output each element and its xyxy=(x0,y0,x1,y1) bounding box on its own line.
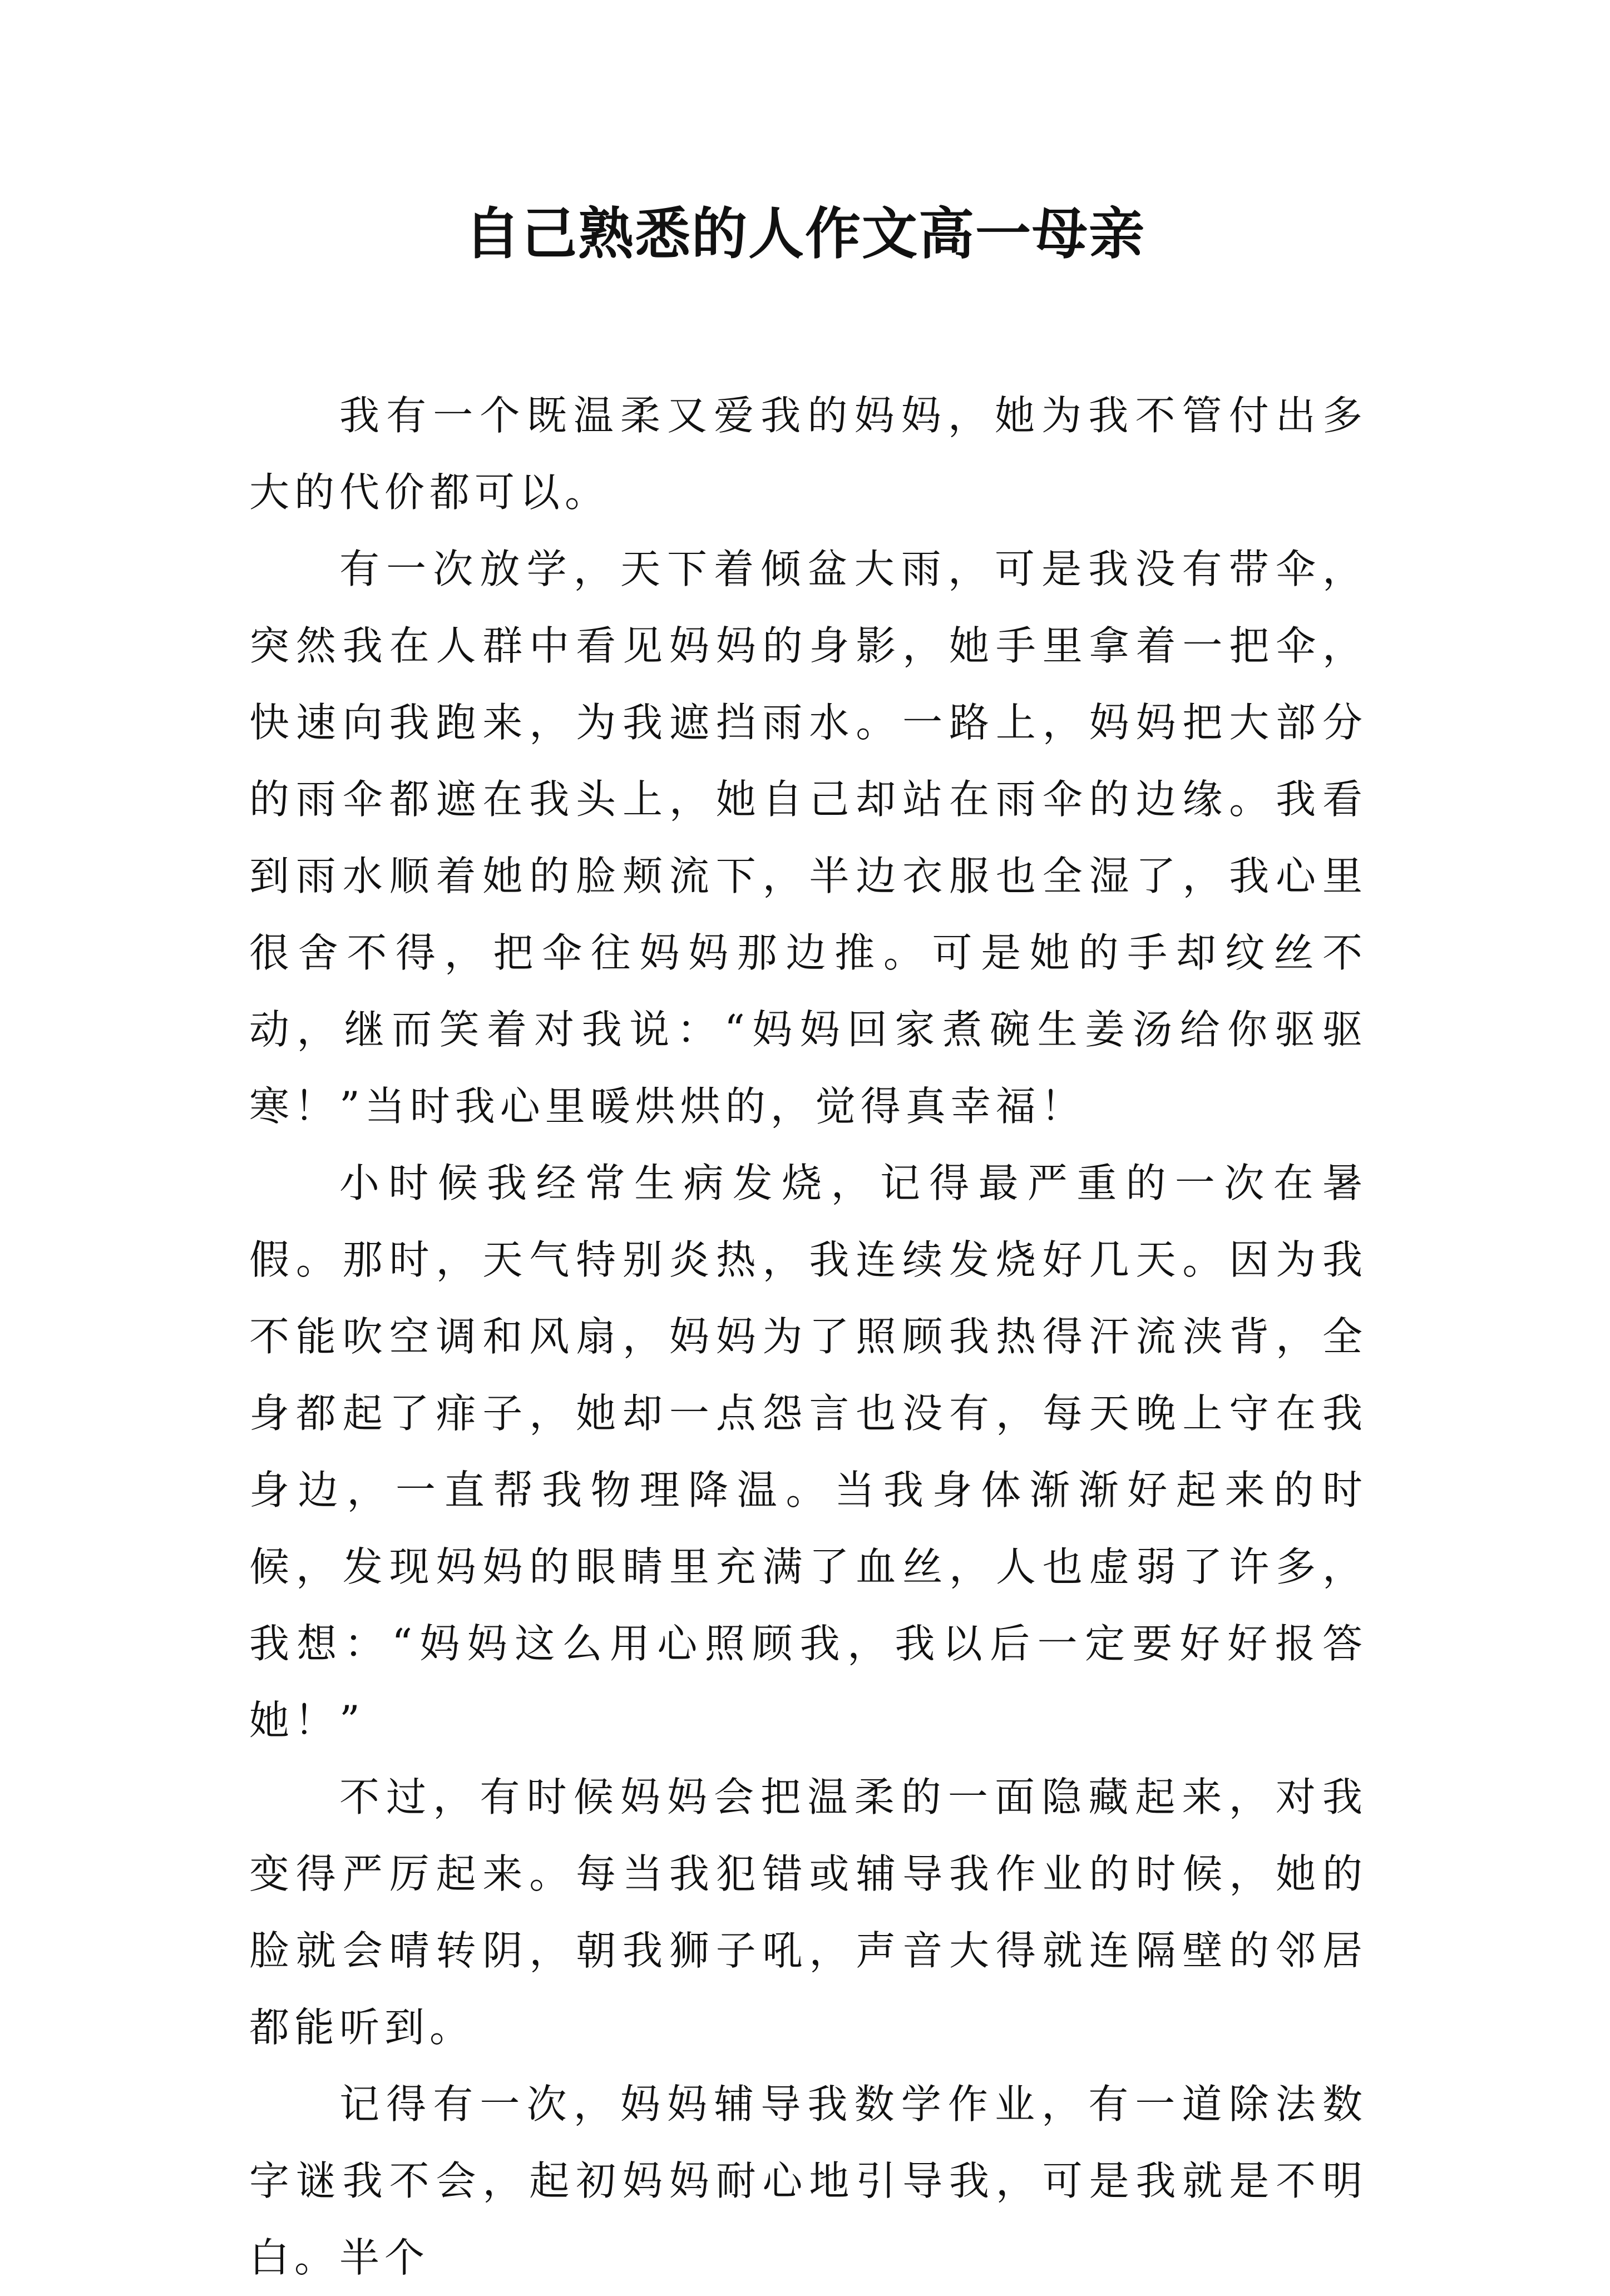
paragraph: 不过，有时候妈妈会把温柔的一面隐藏起来，对我变得严厉起来。每当我犯错或辅导我作业的时候，她的脸就会晴转阴，朝我狮子吼，声音大得就连隔壁的邻居都能听到。 xyxy=(249,1774,1367,2051)
paragraph: 记得有一次，妈妈辅导我数学作业，有一道除法数字谜我不会，起初妈妈耐心地引导我，可是我就是不明白。半个 xyxy=(249,2081,1367,2281)
document-title: 自己熟悉的人作文高一母亲 xyxy=(465,201,1145,266)
paragraph: 小时候我经常生病发烧，记得最严重的一次在暑假。那时，天气特别炎热，我连续发烧好几天。因为我不能吹空调和风扇，妈妈为了照顾我热得汗流浃背，全身都起了痱子，她却一点怨言也没有，每天晚上守在我身边，一直帮我物理降温。当我身体渐渐好起来的时候，发现妈妈的眼睛里充满了血丝，人也虚弱了许多，我想：“妈妈这么用心照顾我，我以后一定要好好报答她！” xyxy=(249,1160,1367,1744)
document-body xyxy=(249,377,1367,2296)
paragraph: 有一次放学，天下着倾盆大雨，可是我没有带伞，突然我在人群中看见妈妈的身影，她手里拿着一把伞，快速向我跑来，为我遮挡雨水。一路上，妈妈把大部分的雨伞都遮在我头上，她自己却站在雨伞的边缘。我看到雨水顺着她的脸颊流下，半边衣服也全湿了，我心里很舍不得，把伞往妈妈那边推。可是她的手却纹丝不动，继而笑着对我说：“妈妈回家煮碗生姜汤给你驱驱寒！”当时我心里暖烘烘的，觉得真幸福！ xyxy=(249,546,1367,1130)
paragraph: 我有一个既温柔又爱我的妈妈，她为我不管付出多大的代价都可以。 xyxy=(249,392,1367,516)
